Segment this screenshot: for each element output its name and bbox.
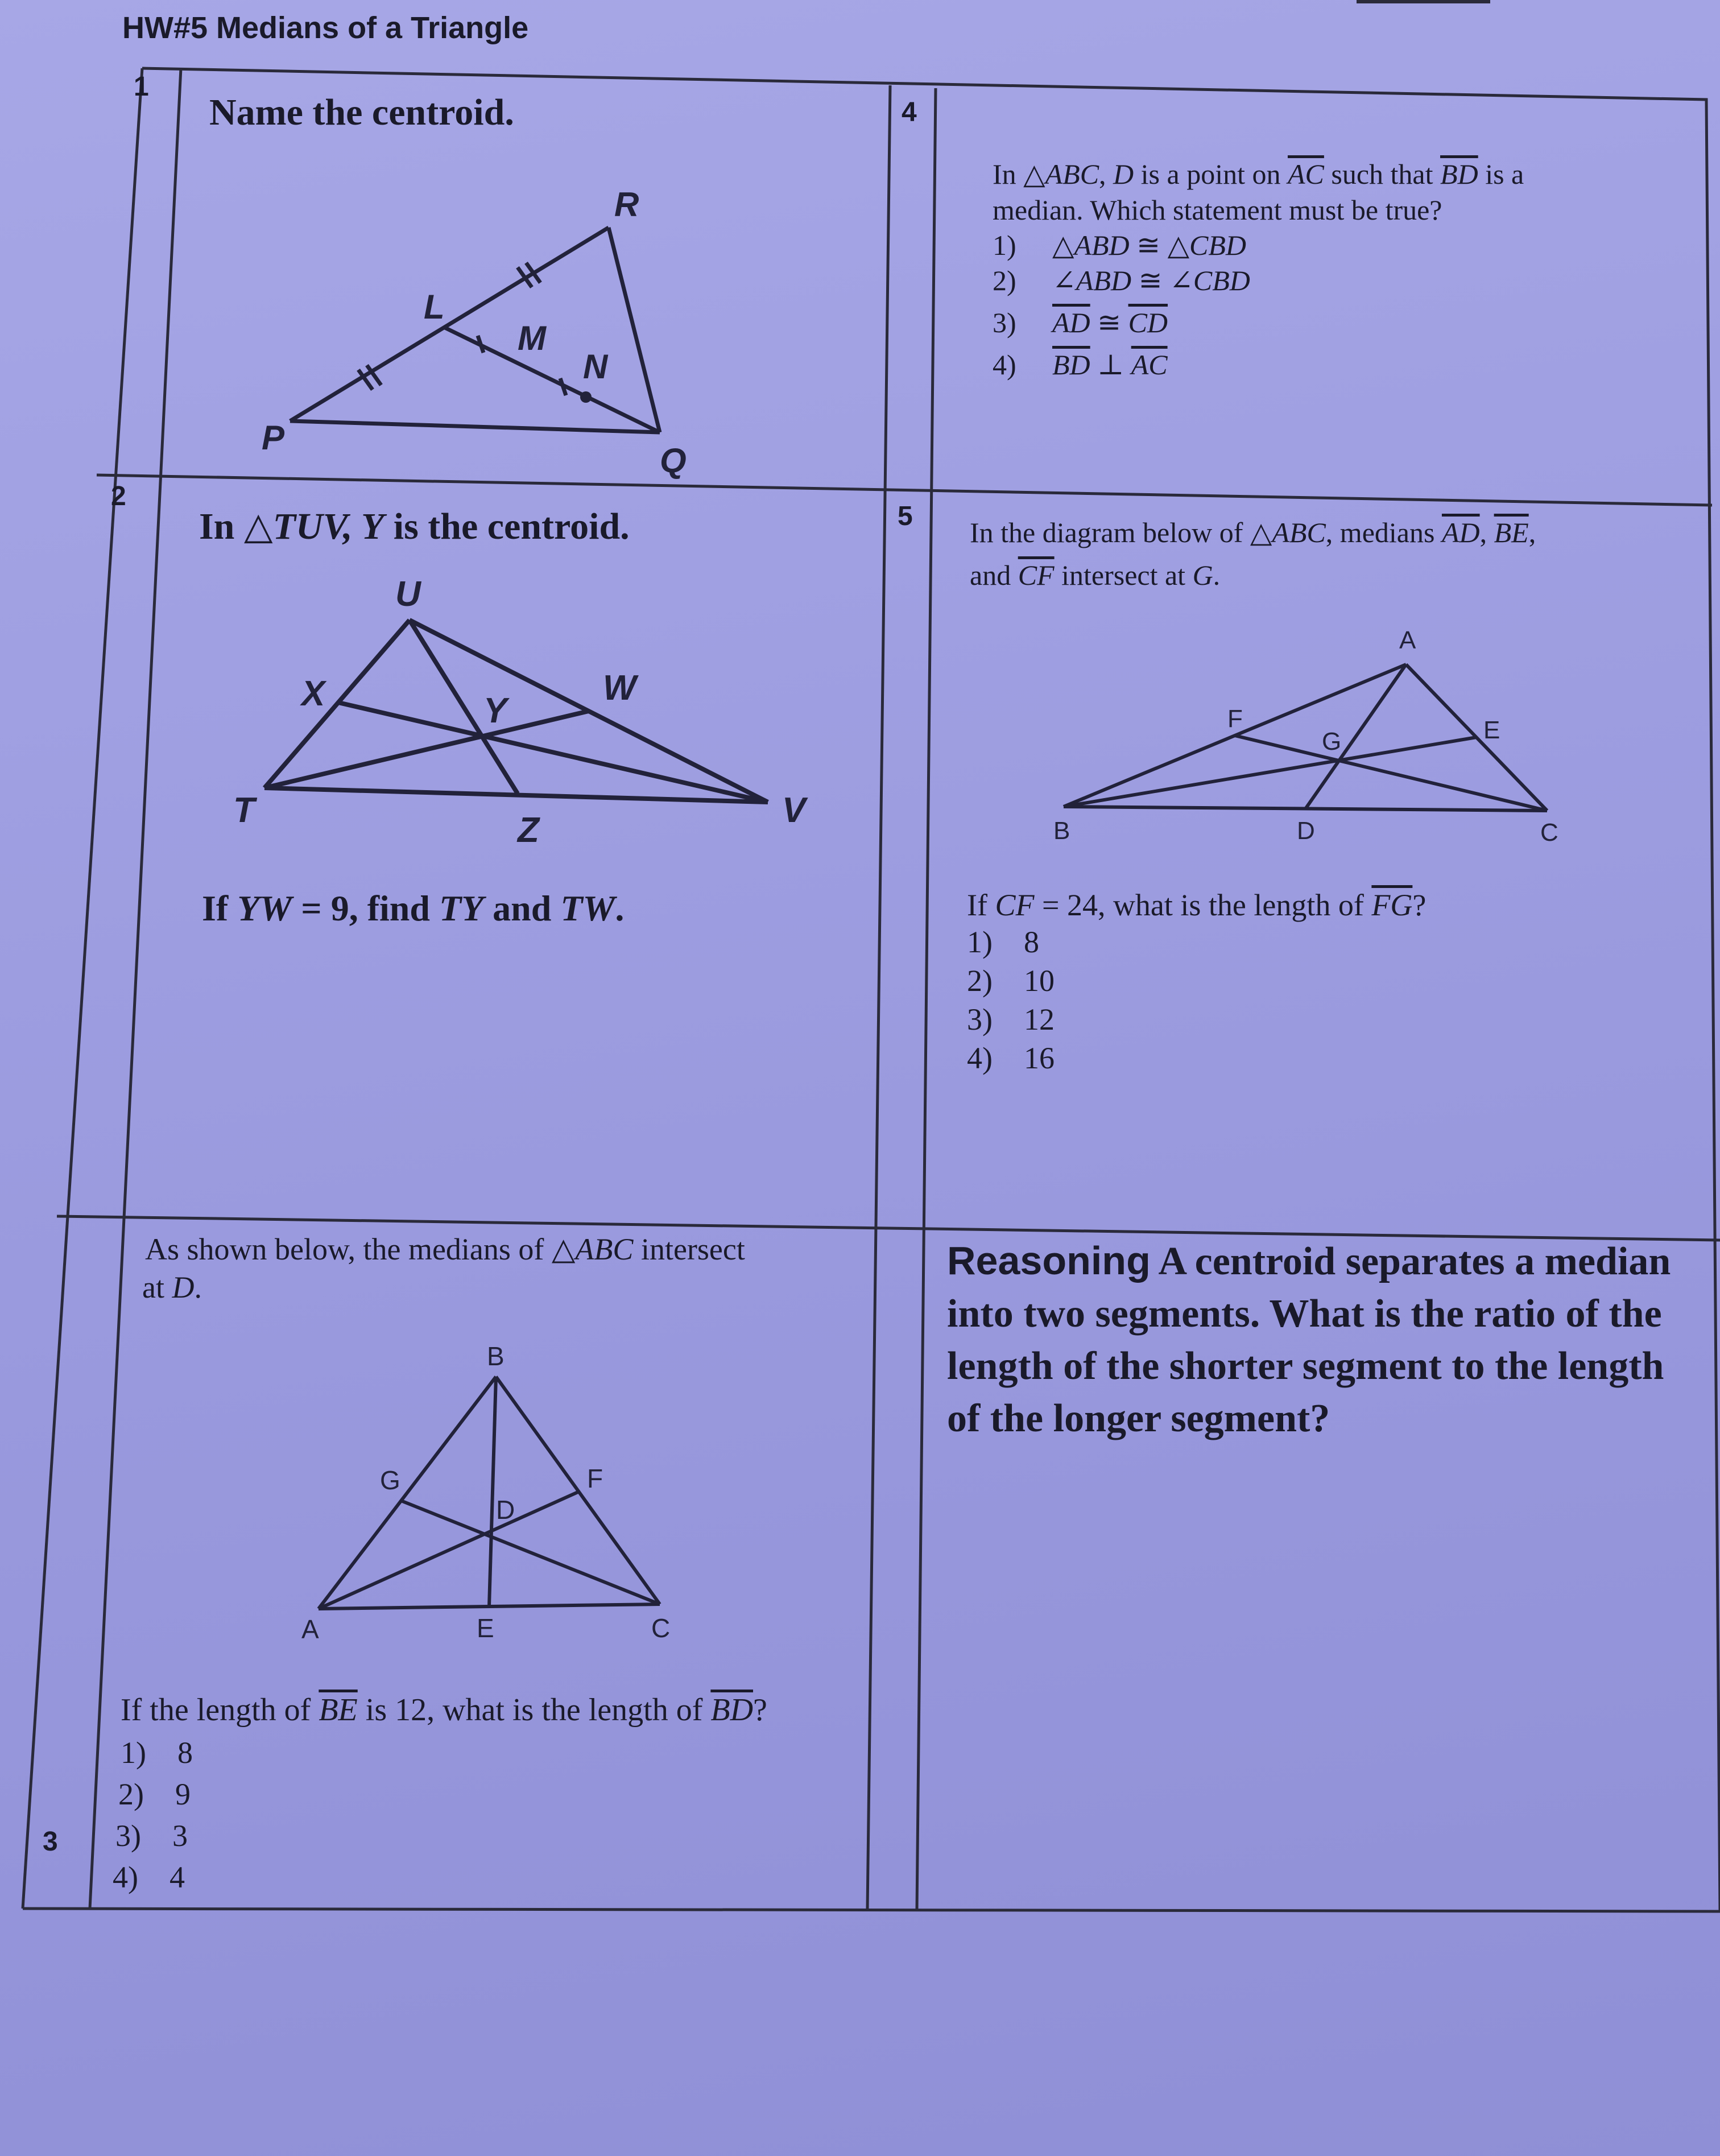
side-PQ — [290, 421, 660, 432]
choice-rel: ≅ — [1131, 265, 1169, 296]
q5-text: and — [970, 559, 1018, 591]
q3-text: ? — [753, 1692, 767, 1728]
q3-choice-4 — [113, 1860, 185, 1895]
choice-number: 2) — [967, 964, 993, 998]
choice-number: 3) — [967, 1002, 993, 1036]
label-W: W — [603, 668, 636, 708]
q2-text: In — [199, 506, 244, 547]
choice-number: 4) — [113, 1860, 138, 1894]
q5-segment: $\overline{AD}$ — [1441, 517, 1480, 548]
reasoning-text: A centroid separates a median into two segments. What is the ratio of the length of the shorter segment to the length of the longer segment? — [947, 1240, 1671, 1440]
q2-text: = 9, find — [292, 888, 439, 928]
choice-number: 4) — [967, 1041, 993, 1075]
q5-segment: $\overline{BE}$ — [1494, 517, 1529, 548]
q4-text: , — [1099, 158, 1114, 190]
q3-text: If the length of — [121, 1692, 319, 1728]
q5-segment: $\overline{FG}$ — [1371, 888, 1413, 922]
q5-text: . — [1213, 559, 1221, 591]
label-C: C — [1540, 819, 1558, 846]
q4-choice-3 — [993, 305, 1168, 340]
label-Z: Z — [518, 811, 539, 850]
choice-value: 12 — [1024, 1002, 1055, 1036]
label-V: V — [782, 791, 806, 830]
choice-value: 9 — [175, 1777, 191, 1811]
label-R: R — [614, 185, 639, 224]
q5-var: CF — [995, 888, 1035, 922]
label-G: G — [380, 1465, 400, 1495]
point-N — [580, 391, 592, 403]
label-B: B — [487, 1341, 505, 1371]
q3-text: at — [142, 1270, 172, 1304]
side-BA — [319, 1377, 496, 1609]
q3-var: D — [172, 1270, 195, 1304]
label-D: D — [496, 1495, 515, 1525]
q4-triangle: △ABC — [1023, 158, 1099, 190]
label-E: E — [477, 1613, 494, 1643]
side-RQ — [609, 228, 660, 432]
q5-question — [967, 887, 1426, 923]
label-G: G — [1322, 728, 1342, 755]
q4-choice-1 — [993, 228, 1246, 263]
choice-number: 1) — [993, 229, 1016, 261]
side-UT — [264, 620, 410, 788]
q4-choice-4 — [993, 347, 1168, 382]
choice-b: $\overline{CD}$ — [1128, 307, 1168, 338]
choice-rel: ⊥ — [1090, 349, 1131, 381]
label-P: P — [262, 419, 285, 457]
reasoning-prompt — [947, 1234, 1704, 1445]
q5-choice-4 — [967, 1040, 1055, 1076]
choice-number: 2) — [993, 265, 1016, 296]
q3-question — [121, 1692, 767, 1728]
q4-segment: $\overline{AC}$ — [1287, 158, 1324, 190]
q3-intro-line1 — [145, 1232, 745, 1267]
q2-triangle: △TUV, — [243, 506, 353, 547]
choice-number: 1) — [121, 1736, 146, 1770]
median-BE — [489, 1377, 496, 1606]
label-B: B — [1053, 817, 1070, 845]
q4-choice-2 — [993, 263, 1250, 298]
q4-segment: $\overline{BD}$ — [1440, 158, 1478, 190]
q3-segment: $\overline{BE}$ — [319, 1692, 358, 1728]
q5-text: , — [1528, 517, 1536, 548]
choice-b: △CBD — [1167, 229, 1247, 261]
q2-var: TY — [439, 888, 484, 928]
label-A: A — [301, 1614, 319, 1644]
choice-b: ∠CBD — [1169, 265, 1250, 296]
question-number-3: 3 — [43, 1827, 58, 1857]
question-number-1: 1 — [134, 72, 149, 102]
choice-value: 3 — [172, 1819, 188, 1853]
choice-value: 4 — [169, 1860, 185, 1894]
label-C: C — [651, 1613, 671, 1643]
q2-var: YW — [237, 888, 292, 928]
q5-choice-3 — [967, 1002, 1055, 1037]
choice-value: 8 — [1024, 925, 1039, 959]
q4-line2: median. Which statement must be true? — [993, 194, 1442, 226]
choice-a: $\overline{BD}$ — [1052, 349, 1090, 381]
q3-triangle-diagram — [296, 1337, 705, 1655]
q2-prompt — [199, 503, 630, 548]
choice-value: 16 — [1024, 1041, 1055, 1075]
median-CF — [1235, 736, 1547, 811]
worksheet-title: HW#5 Medians of a Triangle — [122, 11, 529, 45]
label-N: N — [583, 348, 608, 386]
q5-segment: $\overline{CF}$ — [1018, 559, 1055, 591]
q3-segment: $\overline{BD}$ — [710, 1692, 754, 1728]
q5-line2 — [970, 557, 1220, 593]
median-BE — [1064, 737, 1477, 807]
reasoning-label: Reasoning — [947, 1238, 1151, 1283]
label-Y: Y — [483, 691, 507, 730]
segment-LQ — [444, 327, 660, 432]
q4-var: D — [1113, 158, 1134, 190]
label-E: E — [1483, 716, 1500, 744]
label-F: F — [587, 1464, 603, 1493]
choice-a: ∠ABD — [1052, 265, 1132, 296]
median-AF — [319, 1492, 579, 1609]
q2-triangle-diagram — [222, 569, 830, 865]
label-F: F — [1227, 705, 1243, 733]
q1-triangle-diagram — [250, 182, 705, 484]
q4-text: is a point on — [1134, 158, 1288, 190]
q5-text: , medians — [1325, 517, 1442, 548]
q2-var: TW — [560, 888, 615, 928]
side-PR — [290, 228, 609, 421]
q3-intro-line2 — [142, 1270, 202, 1305]
label-A: A — [1399, 626, 1416, 654]
choice-number: 1) — [967, 925, 993, 959]
q4-text: is a — [1478, 158, 1524, 190]
choice-b: $\overline{AC}$ — [1131, 349, 1168, 381]
q4-line1 — [993, 156, 1524, 192]
choice-rel: ≅ — [1129, 229, 1168, 261]
question-number-2: 2 — [111, 481, 126, 511]
q3-text: . — [194, 1270, 202, 1304]
q2-text: . — [615, 888, 625, 928]
choice-number: 3) — [993, 307, 1016, 338]
label-U: U — [395, 575, 421, 614]
label-T: T — [233, 791, 255, 830]
q5-text: ? — [1412, 888, 1427, 922]
choice-number: 3) — [115, 1819, 141, 1853]
q5-text: If — [967, 888, 995, 922]
label-Q: Q — [660, 441, 687, 480]
q2-question — [202, 887, 624, 930]
q3-choice-2 — [118, 1777, 191, 1812]
q2-text: is the centroid. — [384, 506, 630, 547]
choice-rel: ≅ — [1090, 307, 1128, 338]
q4-text: such that — [1324, 158, 1441, 190]
q3-text: is 12, what is the length of — [357, 1692, 711, 1728]
label-L: L — [424, 288, 445, 326]
choice-number: 4) — [993, 349, 1016, 381]
q3-text: intersect — [633, 1232, 745, 1266]
q5-triangle: △ABC — [1250, 517, 1326, 548]
choice-a: $\overline{AD}$ — [1052, 307, 1090, 338]
choice-value: 8 — [177, 1736, 193, 1770]
label-D: D — [1297, 817, 1315, 845]
choice-a: △ABD — [1052, 229, 1130, 261]
q5-choice-1 — [967, 924, 1039, 960]
q1-prompt: Name the centroid. — [209, 92, 514, 133]
q5-line1 — [970, 515, 1536, 550]
question-number-5: 5 — [898, 501, 913, 531]
q3-choice-3 — [115, 1818, 188, 1853]
q2-text: and — [483, 888, 561, 928]
label-X: X — [301, 674, 325, 713]
q2-text: If — [202, 888, 238, 928]
q5-triangle-diagram — [1047, 626, 1581, 853]
q5-var: G — [1192, 559, 1213, 591]
q5-choice-2 — [967, 963, 1055, 998]
q2-point: Y — [352, 506, 384, 547]
q5-text: , — [1479, 517, 1494, 548]
choice-value: 10 — [1024, 964, 1055, 998]
label-M: M — [518, 319, 546, 357]
q5-text: intersect at — [1054, 559, 1193, 591]
question-number-4: 4 — [902, 97, 917, 127]
q4-text: In — [993, 158, 1024, 190]
choice-number: 2) — [118, 1777, 144, 1811]
q5-text: In the diagram below of — [970, 517, 1250, 548]
q3-choice-1 — [121, 1735, 193, 1770]
q3-text: As shown below, the medians of — [145, 1232, 552, 1266]
q3-triangle: △ABC — [551, 1232, 634, 1266]
q5-text: = 24, what is the length of — [1034, 888, 1372, 922]
